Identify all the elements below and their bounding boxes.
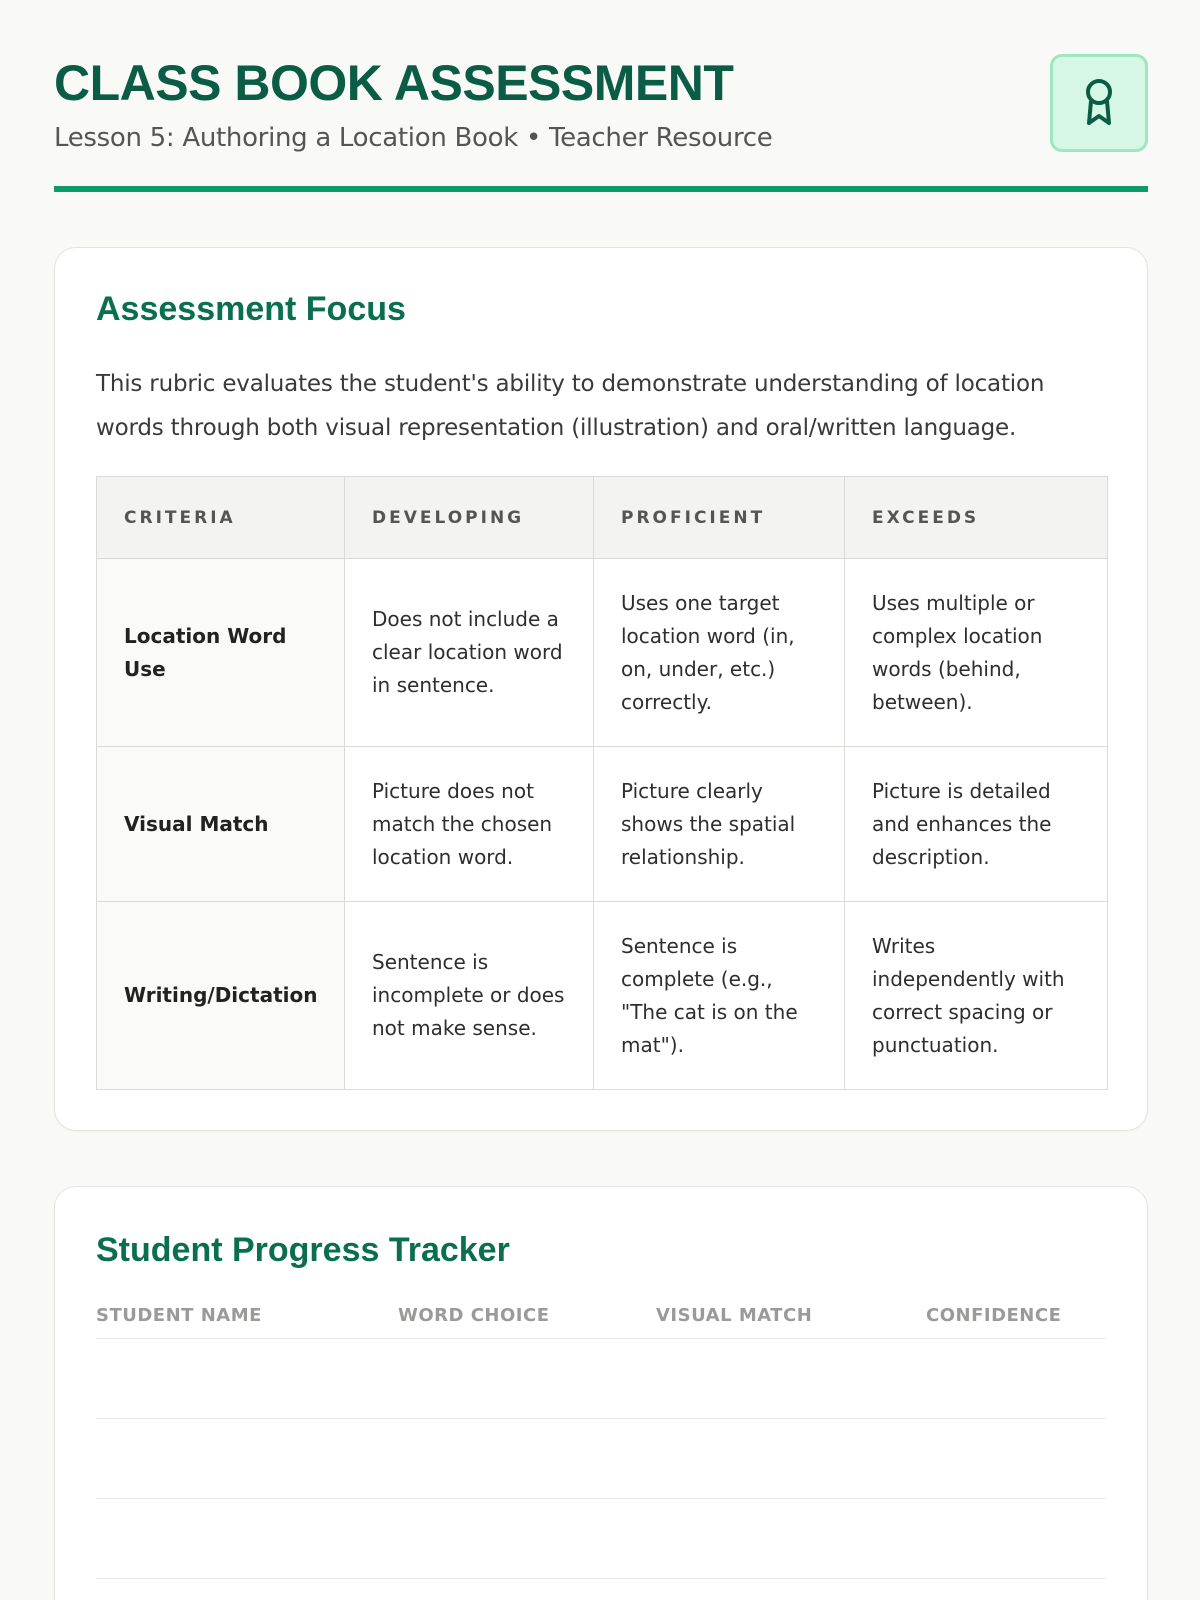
page-subtitle: Lesson 5: Authoring a Location Book • Teacher Resource [54,123,773,153]
exceeds-cell: Uses multiple or complex location words (behind, between). [845,559,1108,747]
rubric-table [96,476,1108,1090]
proficient-cell: Uses one target location word (in, on, under, etc.) correctly. [594,559,845,747]
developing-cell: Sentence is incomplete or does not make sense. [345,902,594,1090]
developing-cell: Picture does not match the chosen location word. [345,747,594,902]
table-row [97,902,1108,1090]
rubric-col-developing: DEVELOPING [345,477,594,559]
tracker-col-student-name: STUDENT NAME [96,1305,262,1326]
criteria-cell: Location Word Use [97,559,345,747]
tracker-col-visual-match: VISUAL MATCH [656,1305,813,1326]
page-header [54,52,1148,194]
progress-tracker-title: Student Progress Tracker [96,1231,510,1269]
award-badge [1050,54,1148,152]
assessment-focus-card [54,247,1148,1131]
proficient-cell: Picture clearly shows the spatial relationship. [594,747,845,902]
table-row [97,559,1108,747]
assessment-focus-title: Assessment Focus [96,290,406,328]
award-ribbon-icon [1079,77,1119,129]
tracker-col-word-choice: WORD CHOICE [398,1305,550,1326]
table-row [97,747,1108,902]
header-divider [54,186,1148,192]
rubric-col-proficient: PROFICIENT [594,477,845,559]
rubric-col-criteria: CRITERIA [97,477,345,559]
tracker-header-row [96,1299,1107,1339]
exceeds-cell: Writes independently with correct spacing or punctuation. [845,902,1108,1090]
progress-tracker-card [54,1186,1148,1600]
exceeds-cell: Picture is detailed and enhances the description. [845,747,1108,902]
tracker-row[interactable] [96,1339,1107,1419]
tracker-col-confidence: CONFIDENCE [926,1305,1062,1326]
developing-cell: Does not include a clear location word in sentence. [345,559,594,747]
page-title: CLASS BOOK ASSESSMENT [54,55,734,111]
assessment-description: This rubric evaluates the student's ability to demonstrate understanding of location words through both visual representation (illustration) and oral/written language. [96,371,1045,441]
proficient-cell: Sentence is complete (e.g., "The cat is on the mat"). [594,902,845,1090]
tracker-row[interactable] [96,1499,1107,1579]
criteria-cell: Writing/Dictation [97,902,345,1090]
rubric-col-exceeds: EXCEEDS [845,477,1108,559]
tracker-row[interactable] [96,1419,1107,1499]
rubric-header-row [97,477,1108,559]
criteria-cell: Visual Match [97,747,345,902]
